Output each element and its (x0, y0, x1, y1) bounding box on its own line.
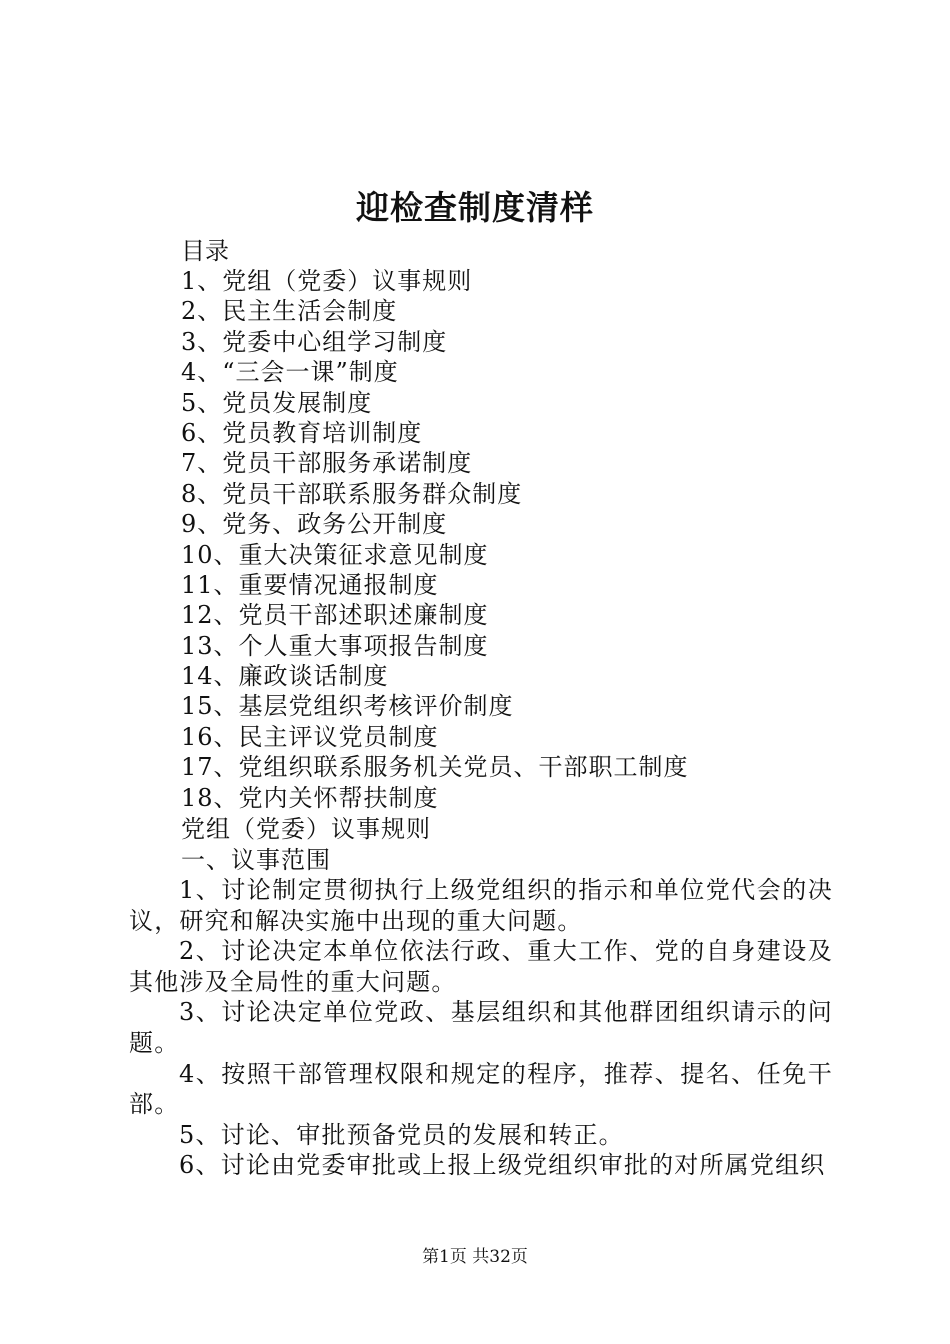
toc-item: 14、廉政谈话制度 (181, 662, 389, 691)
toc-item: 13、个人重大事项报告制度 (181, 631, 489, 660)
section-heading: 党组（党委）议事规则 (181, 815, 431, 843)
toc-item: 4、“三会一课”制度 (181, 358, 399, 387)
page-number: 第1页 共32页 (422, 1247, 528, 1267)
toc-item: 16、民主评议党员制度 (181, 722, 439, 751)
paragraph: 6、讨论由党委审批或上报上级党组织审批的对所属党组织 (179, 1151, 826, 1180)
toc-item: 3、党委中心组学习制度 (181, 327, 448, 356)
toc-item: 6、党员教育培训制度 (181, 418, 423, 447)
toc-item: 5、党员发展制度 (181, 388, 373, 417)
document-title: 迎检查制度清样 (356, 188, 594, 227)
toc-item: 7、党员干部服务承诺制度 (181, 449, 473, 478)
toc-item: 12、党员干部述职述廉制度 (181, 601, 489, 630)
toc-item: 8、党员干部联系服务群众制度 (181, 479, 523, 508)
paragraph: 2、讨论决定本单位依法行政、重大工作、党的自身建设及其他涉及全局性的重大问题。 (129, 937, 833, 996)
subsection-heading: 一、议事范围 (181, 846, 331, 874)
toc-heading: 目录 (181, 237, 229, 265)
paragraph: 1、讨论制定贯彻执行上级党组织的指示和单位党代会的决议，研究和解决实施中出现的重大问题。 (129, 876, 833, 935)
toc-item: 11、重要情况通报制度 (181, 570, 439, 599)
toc-list (181, 266, 689, 813)
paragraph: 5、讨论、审批预备党员的发展和转正。 (179, 1120, 624, 1149)
toc-item: 10、重大决策征求意见制度 (181, 540, 489, 569)
toc-item: 18、党内关怀帮扶制度 (181, 783, 439, 812)
toc-item: 15、基层党组织考核评价制度 (181, 692, 514, 721)
toc-item: 1、党组（党委）议事规则 (181, 267, 473, 295)
paragraph: 3、讨论决定单位党政、基层组织和其他群团组织请示的问题。 (129, 998, 833, 1057)
toc-item: 2、民主生活会制度 (181, 297, 398, 326)
toc-item: 17、党组织联系服务机关党员、干部职工制度 (181, 753, 689, 782)
paragraph: 4、按照干部管理权限和规定的程序，推荐、提名、任免干部。 (129, 1059, 833, 1119)
body-text (129, 875, 833, 1181)
toc-item: 9、党务、政务公开制度 (181, 510, 448, 539)
